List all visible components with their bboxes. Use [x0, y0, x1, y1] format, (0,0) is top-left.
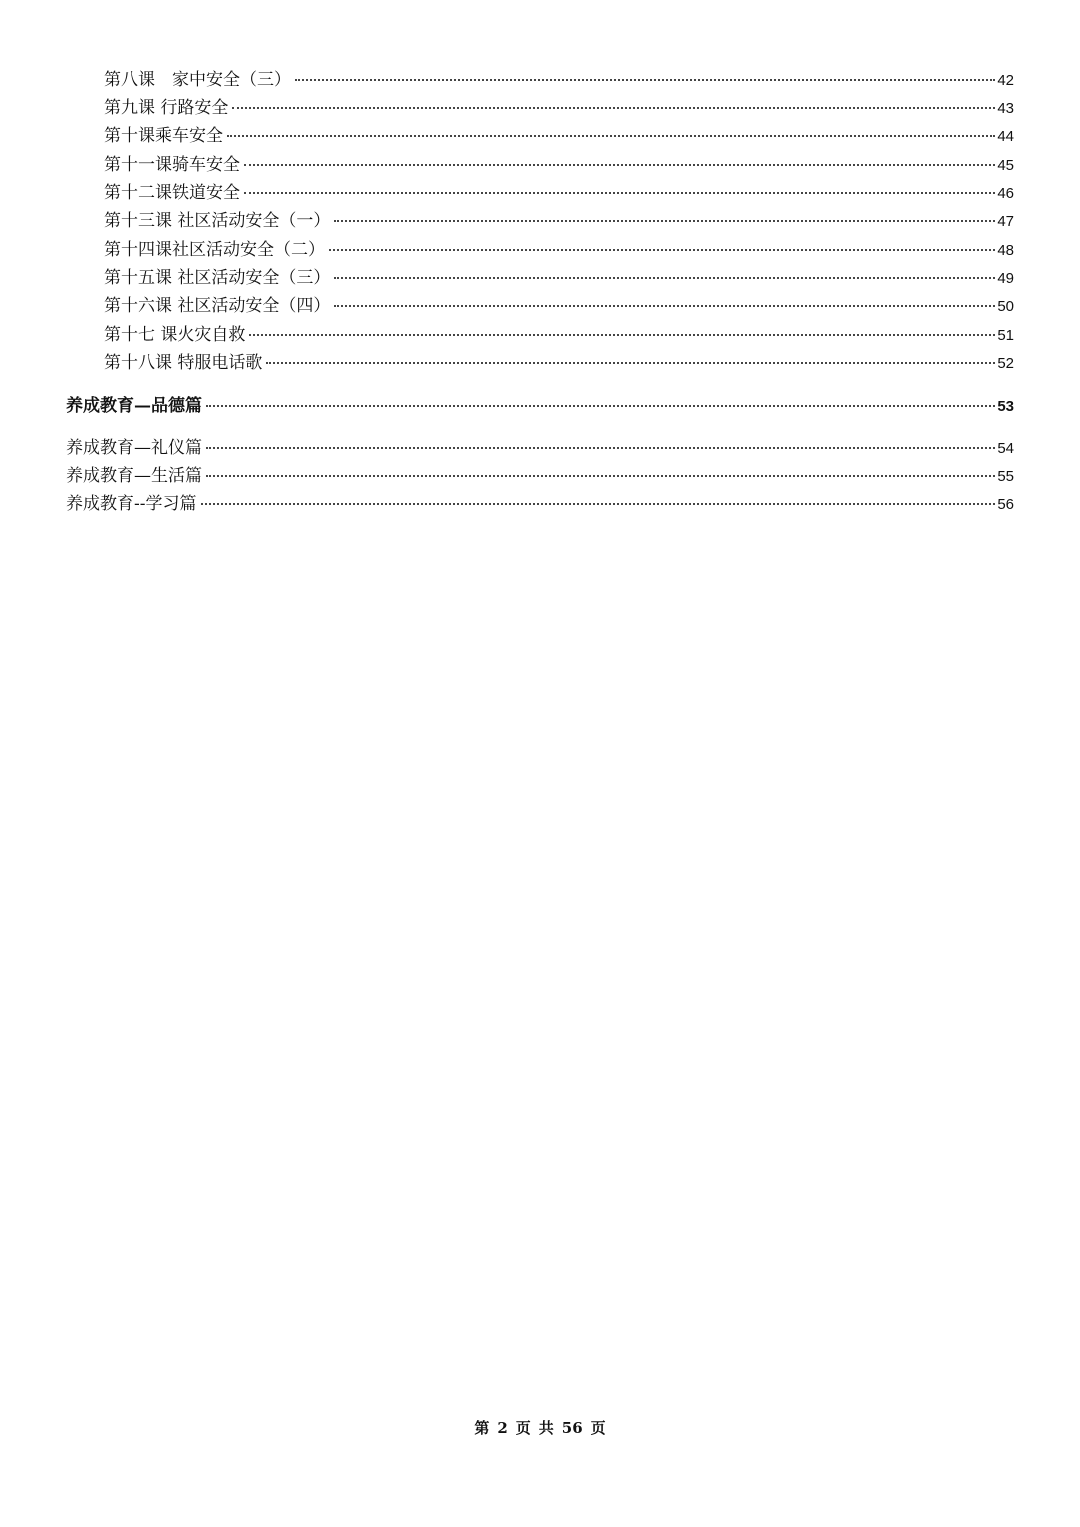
toc-entry[interactable]	[104, 322, 1014, 348]
toc-entry-label: 第十三课 社区活动安全（一）	[104, 211, 331, 231]
dot-leader	[329, 249, 995, 251]
toc-entry-label: 第八课 家中安全（三）	[104, 70, 291, 90]
toc-entry-label: 第十六课 社区活动安全（四）	[104, 296, 331, 316]
toc-entry-page: 49	[997, 270, 1014, 287]
dot-leader	[206, 405, 995, 407]
toc-entry-label: 第十课乘车安全	[104, 126, 223, 146]
toc-entry-label: 第十四课社区活动安全（二）	[104, 240, 325, 260]
toc-entry-page: 55	[997, 468, 1014, 485]
toc-entry[interactable]	[104, 208, 1014, 234]
toc-entry-label: 第九课 行路安全	[104, 98, 229, 118]
dot-leader	[201, 503, 996, 505]
toc-entry-page: 56	[997, 496, 1014, 513]
toc-entry-page: 52	[997, 355, 1014, 372]
toc-entry[interactable]	[104, 67, 1014, 93]
toc-entry-page: 42	[997, 72, 1014, 89]
dot-leader	[244, 164, 995, 166]
toc-section-entry[interactable]	[66, 491, 1014, 517]
toc-entry-page: 54	[997, 440, 1014, 457]
toc-entry-page: 47	[997, 213, 1014, 230]
toc-entry[interactable]	[104, 350, 1014, 376]
toc-entry-label: 第十七 课火灾自救	[104, 325, 246, 345]
toc-entry-page: 53	[997, 398, 1014, 415]
toc-entry-page: 51	[997, 327, 1014, 344]
footer-prefix: 第	[474, 1419, 490, 1437]
dot-leader	[334, 305, 995, 307]
toc-entry-page: 48	[997, 242, 1014, 259]
toc-entry[interactable]	[104, 95, 1014, 121]
dot-leader	[232, 107, 995, 109]
toc-entry[interactable]	[104, 123, 1014, 149]
dot-leader	[334, 277, 995, 279]
toc-entry[interactable]	[104, 180, 1014, 206]
dot-leader	[244, 192, 995, 194]
toc-entry[interactable]	[104, 237, 1014, 263]
footer-current-page: 2	[497, 1419, 508, 1437]
dot-leader	[295, 79, 995, 81]
toc-entry-label: 养成教育--学习篇	[66, 494, 197, 514]
toc-entry-label: 第十五课 社区活动安全（三）	[104, 268, 331, 288]
dot-leader	[266, 362, 995, 364]
toc-section-entry[interactable]	[66, 435, 1014, 461]
toc-entry-page: 46	[997, 185, 1014, 202]
toc-entry-label: 第十八课 特服电话歌	[104, 353, 263, 373]
toc-entry-label: 第十二课铁道安全	[104, 183, 240, 203]
footer-total-pages: 56	[561, 1419, 583, 1437]
toc-entry[interactable]	[104, 152, 1014, 178]
footer-suffix: 页	[590, 1419, 606, 1437]
toc-entry-label: 养成教育—礼仪篇	[66, 438, 202, 458]
toc-entry-label: 养成教育—生活篇	[66, 466, 202, 486]
dot-leader	[227, 135, 995, 137]
toc-section-entry[interactable]	[66, 463, 1014, 489]
toc-section-entry[interactable]	[66, 393, 1014, 419]
toc-entry-label: 第十一课骑车安全	[104, 155, 240, 175]
dot-leader	[206, 475, 995, 477]
footer-total-word: 共	[538, 1419, 554, 1437]
toc-entry-page: 43	[997, 100, 1014, 117]
footer-page-word: 页	[515, 1419, 531, 1437]
toc-entry-page: 45	[997, 157, 1014, 174]
dot-leader	[206, 447, 995, 449]
dot-leader	[334, 220, 995, 222]
toc-entry-label: 养成教育—品德篇	[66, 396, 202, 416]
toc-entry[interactable]	[104, 293, 1014, 319]
dot-leader	[249, 334, 995, 336]
toc-entry[interactable]	[104, 265, 1014, 291]
page-footer	[0, 1417, 1080, 1438]
toc-entry-page: 44	[997, 128, 1014, 145]
toc-entry-page: 50	[997, 298, 1014, 315]
